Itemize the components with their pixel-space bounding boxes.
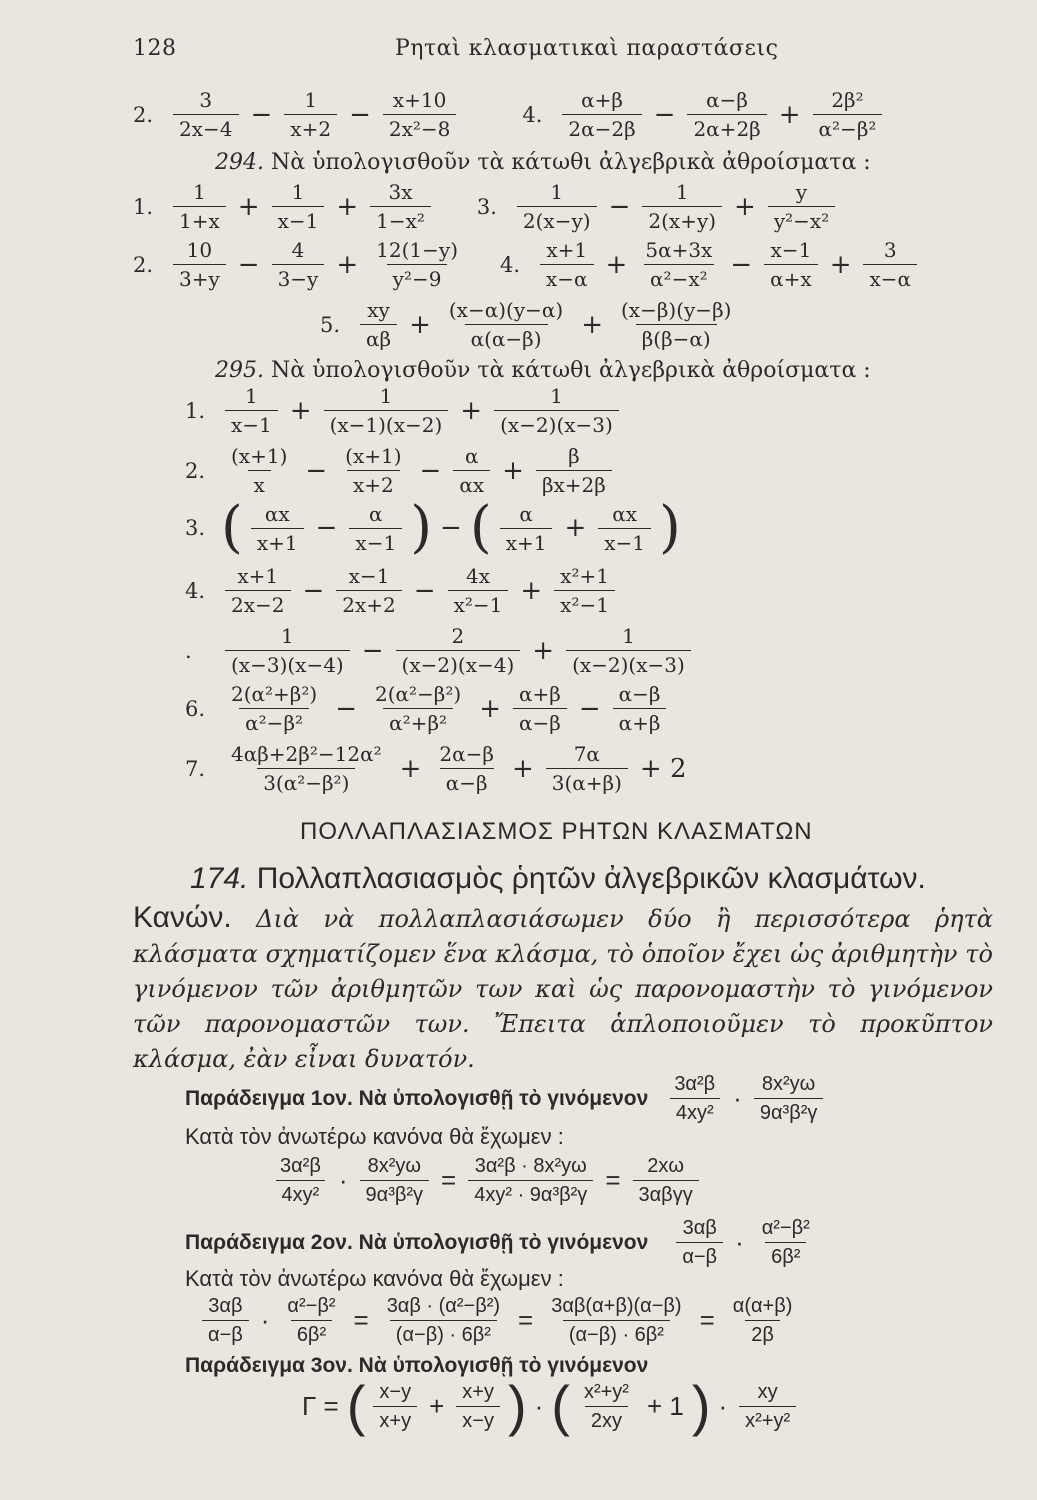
- problem-295-item7: 7. 4αβ+2β²−12α² 3(α²−β²) + $\frac{2\alpha-\beta}{\alpha-\beta}$ + $\frac{7\alpha}{3(\alpha+\beta)}$ + 2: [185, 742, 687, 795]
- fraction: $\frac{\alpha-\beta}{2\alpha+2\beta}$: [687, 88, 766, 141]
- fraction: $\frac{2\alpha-\beta}{\alpha-\beta}$: [439, 742, 494, 795]
- fraction: $\frac{\text{8x²yω}}{\text{9α³β²γ}}$: [360, 1154, 430, 1207]
- fraction: 3α²β 4xy²: [668, 1072, 721, 1125]
- rule-text: Διὰ νὰ πολλαπλασιάσωμεν δύο ἢ περισσότερα ῥητὰ κλάσματα σχηματίζομεν ἕνα κλάσμα, τὸ ὁποῖον ἔχει ὡς ἀριθμητὴν τὸ γινόμενον τῶν ἀριθμητῶν των καὶ ὡς παρονομαστὴν τὸ γινόμενον τῶν παρονομαστῶν των. Ἔπειτα ἁπλοποιοῦμεν τὸ προκῦπτον κλάσμα, ἐὰν εἶναι δυνατόν.: [133, 905, 993, 1073]
- problem-295-item4: 4. x+1 2x−2 − $\frac{x-1}{2x+2}$ − $\frac{4x}{\text{x²−1}}$ + $\frac{\text{x²+1}}{\text{x²−1}}$: [185, 564, 621, 617]
- fraction: 3αβ α−β: [676, 1216, 723, 1269]
- fraction: $\frac{y}{\text{y²−x²}}$: [768, 180, 835, 233]
- fraction: 3 2x−4: [173, 88, 239, 141]
- fraction: αx x+1: [251, 502, 304, 555]
- example-label: Παράδειγμα 3ον.: [185, 1354, 353, 1377]
- problem-number: 295.: [215, 358, 264, 383]
- constant-term: + 1: [646, 1390, 684, 1421]
- fraction: 10 3+y: [173, 238, 226, 291]
- item-number: 4.: [522, 102, 543, 127]
- fraction: $\frac{\text{2(α²−β²)}}{\text{α²+β²}}$: [375, 682, 462, 735]
- fraction: $\frac{1}{(x-2)(x-3)}$: [494, 384, 619, 437]
- fraction: $\frac{12(1-y)}{\text{y²−9}}$: [376, 238, 458, 291]
- problem-295-heading: [215, 358, 871, 383]
- fraction: $\frac{3\alpha\beta(\alpha+\beta)(\alpha-\beta)}{\text{(α−β) · 6β²}}$: [551, 1295, 682, 1346]
- fraction: x+1 x−α: [540, 238, 594, 291]
- example-label: Παράδειγμα 1ον.: [185, 1086, 353, 1110]
- example-text: Νὰ ὑπολογισθῇ τὸ γινόμενον: [358, 1230, 649, 1254]
- fraction: $\frac{\text{α²−β²}}{\text{6β²}}$: [287, 1295, 336, 1346]
- fraction: 3α²β 4xy²: [274, 1154, 327, 1207]
- problem-295-item5: . 1 (x−3)(x−4) − $\frac{2}{(x-2)(x-4)}$ + $\frac{1}{(x-2)(x-3)}$: [185, 624, 697, 677]
- problem-295-item3: 3. ( αx x+1 − $\frac{\alpha}{x-1}$ ) − ( α x+1 + $\frac{\alpha x}{x-1}$ ): [185, 495, 681, 560]
- fraction: 2xω 3αβγγ: [633, 1154, 699, 1207]
- fraction: α x+1: [500, 502, 553, 555]
- running-title: Ρηταὶ κλασματικαὶ παραστάσεις: [395, 36, 779, 61]
- example-3-expression: Γ = ( x−y x+y + $\frac{x+y}{x-y}$ ) · ( x²+y² 2xy + 1 ) · xy x²+y²: [296, 1378, 802, 1434]
- fraction: $\frac{3}{x-\alpha}$: [863, 238, 917, 291]
- fraction: 1 2(x−y): [517, 180, 597, 233]
- fraction: $\frac{7\alpha}{3(\alpha+\beta)}$: [546, 742, 628, 795]
- fraction: 8x²yω 9α³β²γ: [754, 1072, 824, 1125]
- fraction: $\frac{\alpha}{\alpha x}$: [453, 444, 490, 497]
- fraction: $\frac{4x}{\text{x²−1}}$: [448, 564, 509, 617]
- fraction: $\frac{(x-\beta)(y-\beta)}{\beta(\beta-\alpha)}$: [621, 298, 732, 351]
- problem-294-row1: 1. 1 1+x + $\frac{1}{x-1}$ + $\frac{3x}{\text{1−x²}}$ 3. 1 2(x−y) − $\frac{1}{2(x+y)}$ + $\frac{y}{\text{y²−x²}}$: [133, 180, 841, 233]
- fraction: (x+1) x: [231, 444, 288, 497]
- problem-294-row3: 5. xy αβ + $\frac{(x-\alpha)(y-\alpha)}{\alpha(\alpha-\beta)}$ + $\frac{(x-\beta)(y-\beta)}{\beta(\beta-\alpha)}$: [320, 298, 743, 351]
- fraction: $\frac{4}{3-y}$: [272, 238, 325, 291]
- fraction: $\frac{\alpha(\alpha+\beta)}{2\beta}$: [732, 1295, 793, 1346]
- paragraph-heading: Πολλαπλασιασμὸς ῥητῶν ἀλγεβρικῶν κλασμάτων.: [256, 862, 926, 895]
- problem-295-item2: 2. (x+1) x − $\frac{(x+1)}{x+2}$ − $\frac{\alpha}{\alpha x}$ + $\frac{\beta}{\beta x+2\beta}$: [185, 444, 618, 497]
- problem-text: Νὰ ὑπολογισθοῦν τὰ κάτωθι ἀλγεβρικὰ ἀθροίσματα :: [270, 150, 871, 175]
- paragraph-174-title: [190, 862, 926, 896]
- example-2-statement: Παράδειγμα 2ον. Νὰ ὑπολογισθῇ τὸ γινόμενον 3αβ α−β · α²−β² 6β²: [185, 1216, 822, 1269]
- fraction: $\frac{1}{(x-1)(x-2)}$: [324, 384, 449, 437]
- fraction: 2(α²+β²) α²−β²: [231, 682, 318, 735]
- fraction: 1 (x−3)(x−4): [225, 624, 350, 677]
- fraction: $\frac{x-1}{\alpha+x}$: [764, 238, 818, 291]
- rule-label: Κανών.: [133, 901, 232, 934]
- example-2-rule-ref: Κατὰ τὸν ἀνωτέρω κανόνα θὰ ἔχωμεν :: [185, 1266, 564, 1291]
- fraction: $\frac{(x+1)}{x+2}$: [345, 444, 402, 497]
- fraction: xy x²+y²: [739, 1380, 796, 1433]
- example-3-statement: [185, 1354, 648, 1378]
- fraction: $\frac{\alpha x}{x-1}$: [598, 502, 651, 555]
- problem-294-row2: 2. 10 3+y − $\frac{4}{3-y}$ + $\frac{12(1-y)}{\text{y²−9}}$ 4. x+1 x−α + $\frac{5\alpha+3x}{\text{α²−x²}}$ − $\frac{x-1}{\alpha+x}$ + $\frac{3}{x-\alpha}$: [133, 238, 923, 291]
- fraction: x−y x+y: [373, 1380, 417, 1433]
- fraction: $\frac{\alpha}{x-1}$: [349, 502, 402, 555]
- problem-295-item1: 1. 1 x−1 + $\frac{1}{(x-1)(x-2)}$ + $\frac{1}{(x-2)(x-3)}$: [185, 384, 625, 437]
- example-text: Νὰ ὑπολογισθῇ τὸ γινόμενον: [358, 1086, 649, 1110]
- fraction: 4αβ+2β²−12α² 3(α²−β²): [231, 742, 382, 795]
- fraction: x²+y² 2xy: [583, 1380, 629, 1432]
- fraction: $\frac{\alpha+\beta}{\alpha-\beta}$: [513, 682, 567, 735]
- problem-text: Νὰ ὑπολογισθοῦν τὰ κάτωθι ἀλγεβρικὰ ἀθροίσματα :: [270, 358, 871, 383]
- problem-295-item6: 6. 2(α²+β²) α²−β² − $\frac{\text{2(α²−β²)}}{\text{α²+β²}}$ + $\frac{\alpha+\beta}{\alpha-\beta}$ − $\frac{\alpha-\beta}{\alpha+\beta}$: [185, 682, 672, 735]
- fraction: α+β 2α−2β: [562, 88, 641, 141]
- fraction: 3αβ α−β: [202, 1294, 249, 1347]
- section-title: ΠΟΛΛΑΠΛΑΣΙΑΣΜΟΣ ΡΗΤΩΝ ΚΛΑΣΜΑΤΩΝ: [300, 818, 813, 845]
- fraction: $\frac{(x-\alpha)(y-\alpha)}{\alpha(\alpha-\beta)}$: [448, 298, 564, 351]
- fraction: $\frac{\text{2β²}}{\text{α²−β²}}$: [813, 88, 883, 141]
- example-2-solution: 3αβ α−β · $\frac{\text{α²−β²}}{\text{6β²}}$ = $\frac{\text{3αβ · (α²−β²)}}{\text{(α−β) · 6β²}}$ = $\frac{3\alpha\beta(\alpha+\beta)(\alpha-\beta)}{\text{(α−β) · 6β²}}$ = $\frac{\alpha(\alpha+\beta)}{2\beta}$: [196, 1294, 804, 1347]
- expression-lhs: Γ =: [302, 1390, 339, 1421]
- exercise-row-top: 2. 3 2x−4 − $\frac{1}{x+2}$ − $\frac{x+10}{\text{2x²−8}}$ 4. α+β 2α−2β − $\frac{\alpha-\beta}{2\alpha+2\beta}$ + $\frac{\text{2β²}}{\text{α²−β²}}$: [133, 88, 888, 141]
- fraction: x+1 2x−2: [225, 564, 291, 617]
- fraction: $\frac{\text{3αβ · (α²−β²)}}{\text{(α−β) · 6β²}}$: [386, 1295, 501, 1346]
- fraction: $\frac{\text{3α²β · 8x²yω}}{\text{4xy² · 9α³β²γ}}$: [468, 1154, 593, 1207]
- paragraph-number: 174.: [190, 862, 249, 895]
- fraction: $\frac{x-1}{2x+2}$: [336, 564, 402, 617]
- fraction: $\frac{\alpha-\beta}{\alpha+\beta}$: [613, 682, 667, 735]
- fraction: $\frac{x+y}{x-y}$: [456, 1380, 500, 1433]
- page-number: 128: [133, 36, 177, 61]
- fraction: 1 1+x: [173, 180, 226, 233]
- example-1-solution: 3α²β 4xy² · $\frac{\text{8x²yω}}{\text{9α³β²γ}}$ = $\frac{\text{3α²β · 8x²yω}}{\text{4xy² · 9α³β²γ}}$ = 2xω 3αβγγ: [268, 1154, 705, 1207]
- problem-number: 294.: [215, 150, 264, 175]
- example-text: Νὰ ὑπολογισθῇ τὸ γινόμενον: [358, 1354, 649, 1377]
- item-number: 2.: [133, 102, 154, 127]
- example-1-statement: Παράδειγμα 1ον. Νὰ ὑπολογισθῇ τὸ γινόμενον 3α²β 4xy² · 8x²yω 9α³β²γ: [185, 1072, 829, 1125]
- fraction: $\frac{1}{x+2}$: [284, 88, 337, 141]
- rule-text-block: [133, 900, 993, 1077]
- example-label: Παράδειγμα 2ον.: [185, 1230, 353, 1254]
- constant-term: + 2: [639, 753, 687, 784]
- fraction: $\frac{5\alpha+3x}{\text{α²−x²}}$: [645, 238, 713, 291]
- fraction: $\frac{1}{2(x+y)}$: [642, 180, 722, 233]
- fraction: $\frac{\beta}{\beta x+2\beta}$: [536, 444, 612, 497]
- fraction: $\frac{1}{(x-2)(x-3)}$: [566, 624, 691, 677]
- fraction: $\frac{2}{(x-2)(x-4)}$: [396, 624, 521, 677]
- fraction: $\frac{x+10}{\text{2x²−8}}$: [383, 88, 457, 141]
- example-1-rule-ref: Κατὰ τὸν ἀνωτέρω κανόνα θὰ ἔχωμεν :: [185, 1124, 564, 1149]
- fraction: α²−β² 6β²: [761, 1217, 810, 1268]
- fraction: $\frac{3x}{\text{1−x²}}$: [370, 180, 431, 233]
- problem-294-heading: [215, 150, 871, 175]
- fraction: $\frac{1}{x-1}$: [272, 180, 325, 233]
- fraction: $\frac{\text{x²+1}}{\text{x²−1}}$: [554, 564, 615, 617]
- fraction: 1 x−1: [225, 384, 278, 437]
- fraction: xy αβ: [360, 298, 397, 351]
